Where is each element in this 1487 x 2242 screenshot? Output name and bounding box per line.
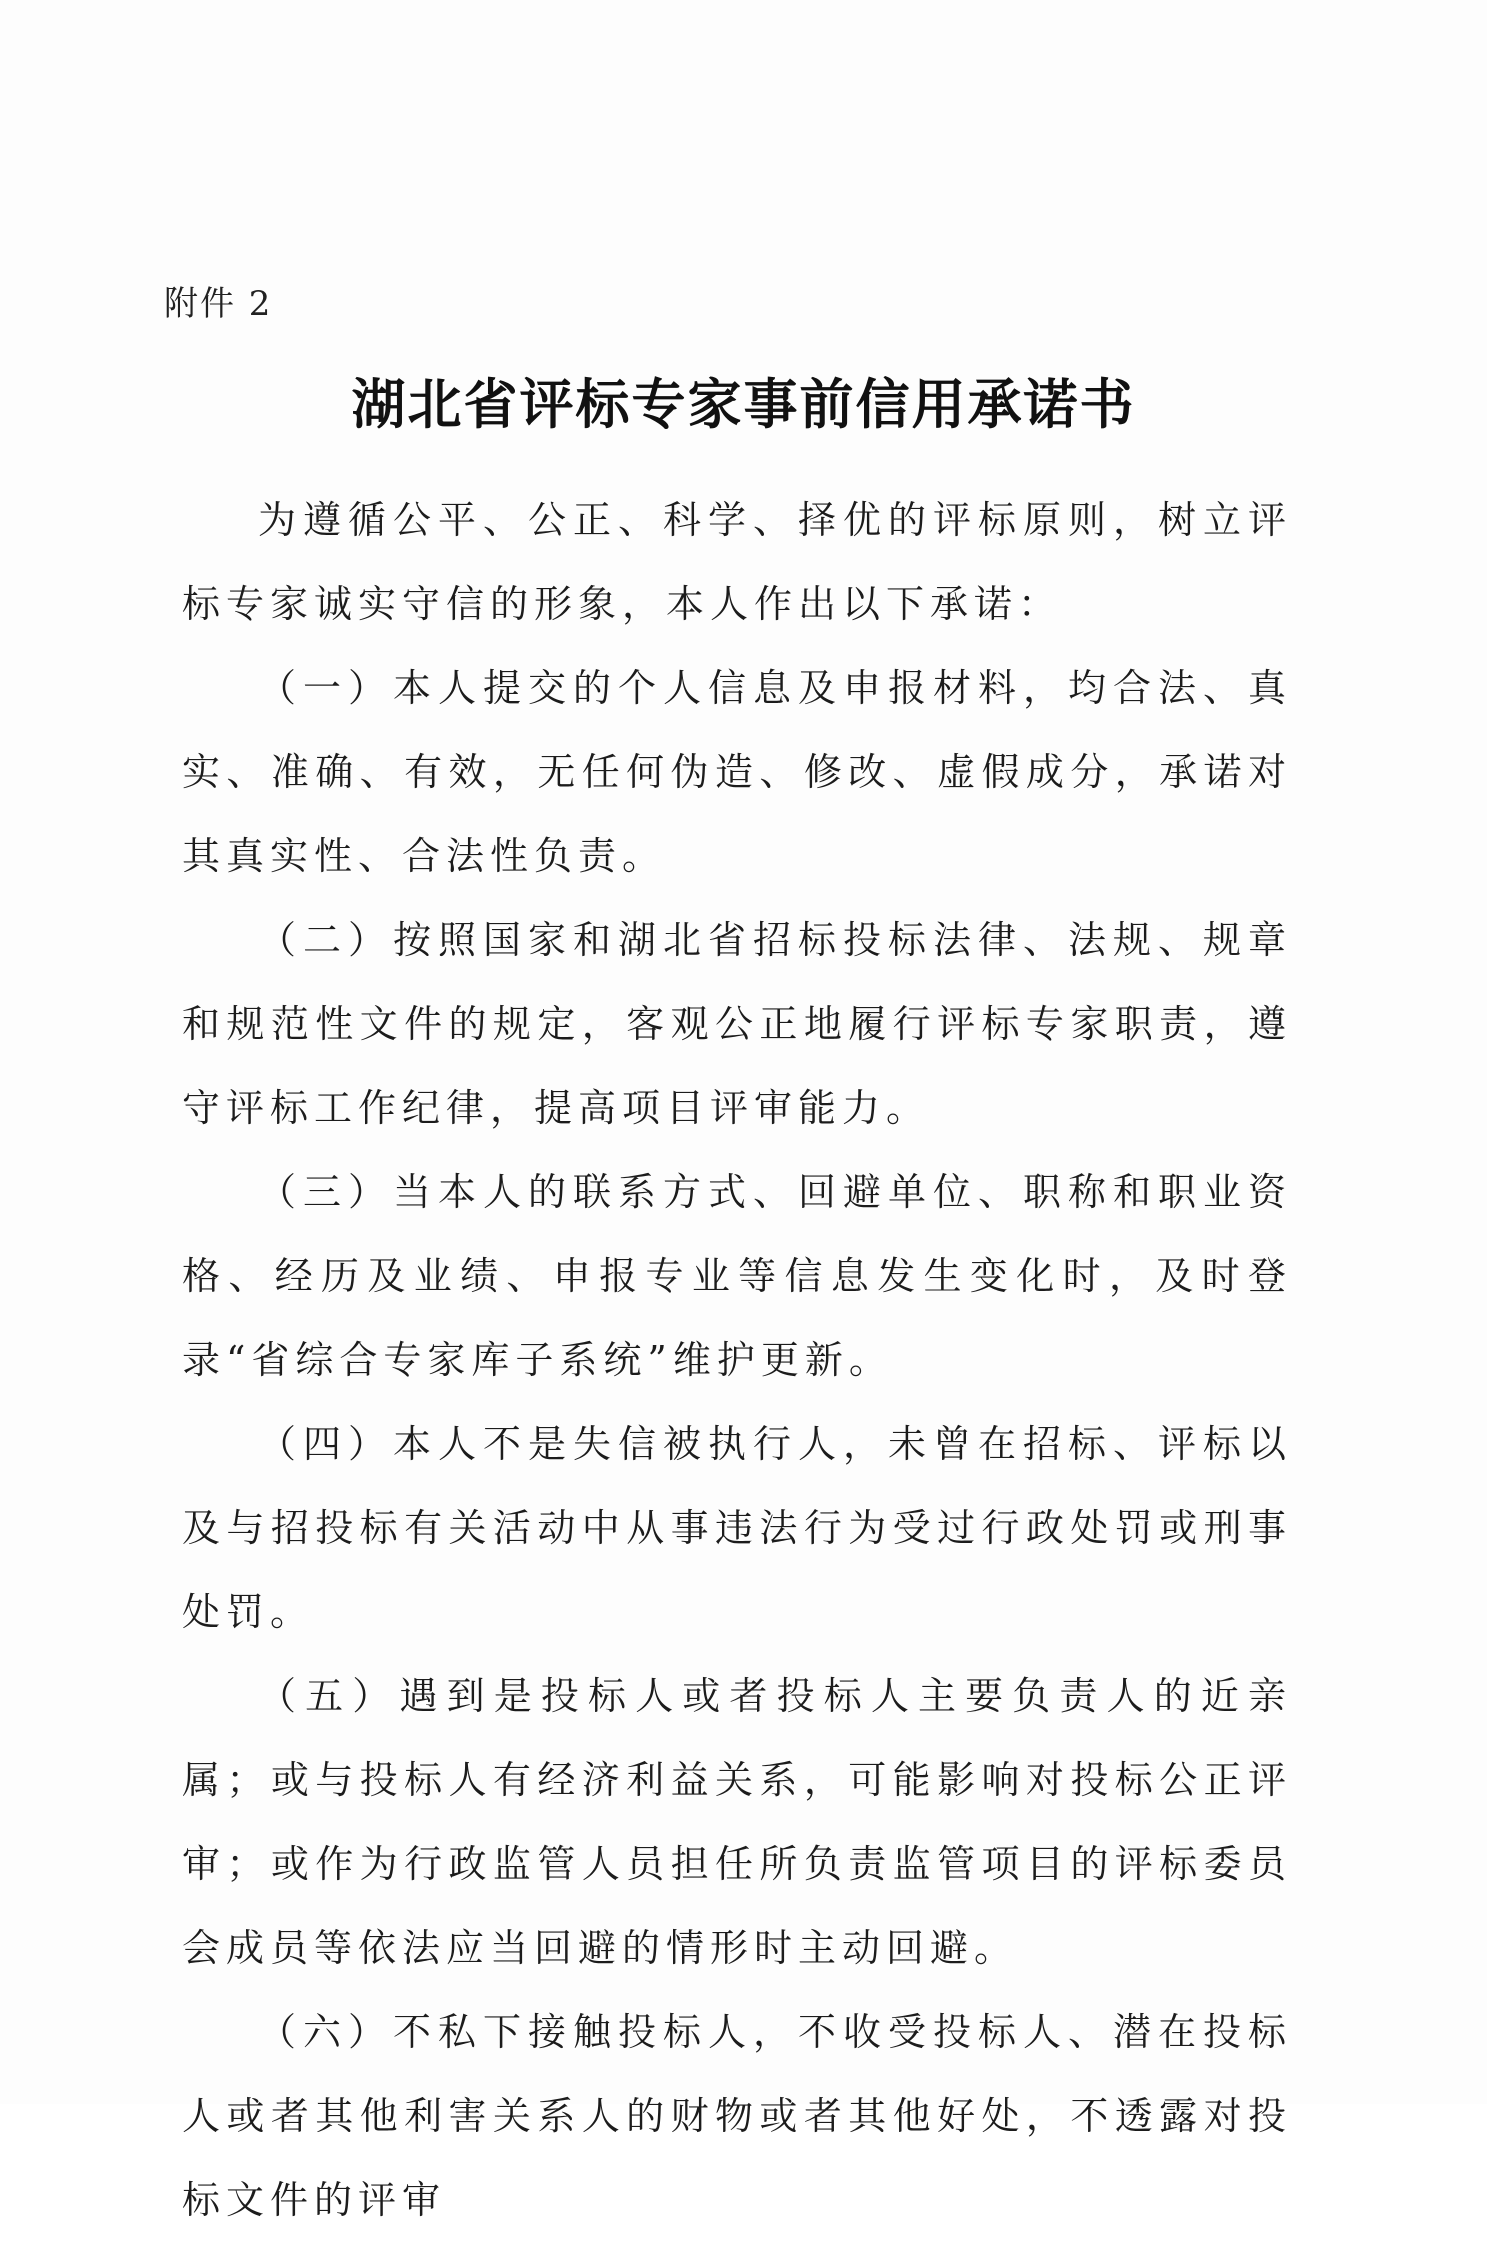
attachment-label: 附件 2 xyxy=(164,284,273,324)
paragraph-item-6: （六）不私下接触投标人，不收受投标人、潜在投标人或者其他利害关系人的财物或者其他好处，不透露对投标文件的评审 xyxy=(182,2010,1292,2222)
paragraph-item-3: （三）当本人的联系方式、回避单位、职称和职业资格、经历及业绩、申报专业等信息发生变化时，及时登录“省综合专家库子系统”维护更新。 xyxy=(182,1170,1292,1382)
paragraph-intro: 为遵循公平、公正、科学、择优的评标原则，树立评标专家诚实守信的形象，本人作出以下承诺： xyxy=(182,498,1292,626)
paragraph-item-4: （四）本人不是失信被执行人，未曾在招标、评标以及与招投标有关活动中从事违法行为受过行政处罚或刑事处罚。 xyxy=(182,1422,1292,1634)
paragraph-item-5: （五）遇到是投标人或者投标人主要负责人的近亲属；或与投标人有经济利益关系，可能影响对投标公正评审；或作为行政监管人员担任所负责监管项目的评标委员会成员等依法应当回避的情形时主动回避。 xyxy=(182,1674,1292,1970)
paragraph-item-1: （一）本人提交的个人信息及申报材料，均合法、真实、准确、有效，无任何伪造、修改、虚假成分，承诺对其真实性、合法性负责。 xyxy=(182,666,1292,878)
document-body xyxy=(182,478,1292,2242)
document-title: 湖北省评标专家事前信用承诺书 xyxy=(351,372,1136,436)
paragraph-item-2: （二）按照国家和湖北省招标投标法律、法规、规章和规范性文件的规定，客观公正地履行评标专家职责，遵守评标工作纪律，提高项目评审能力。 xyxy=(182,918,1292,1130)
